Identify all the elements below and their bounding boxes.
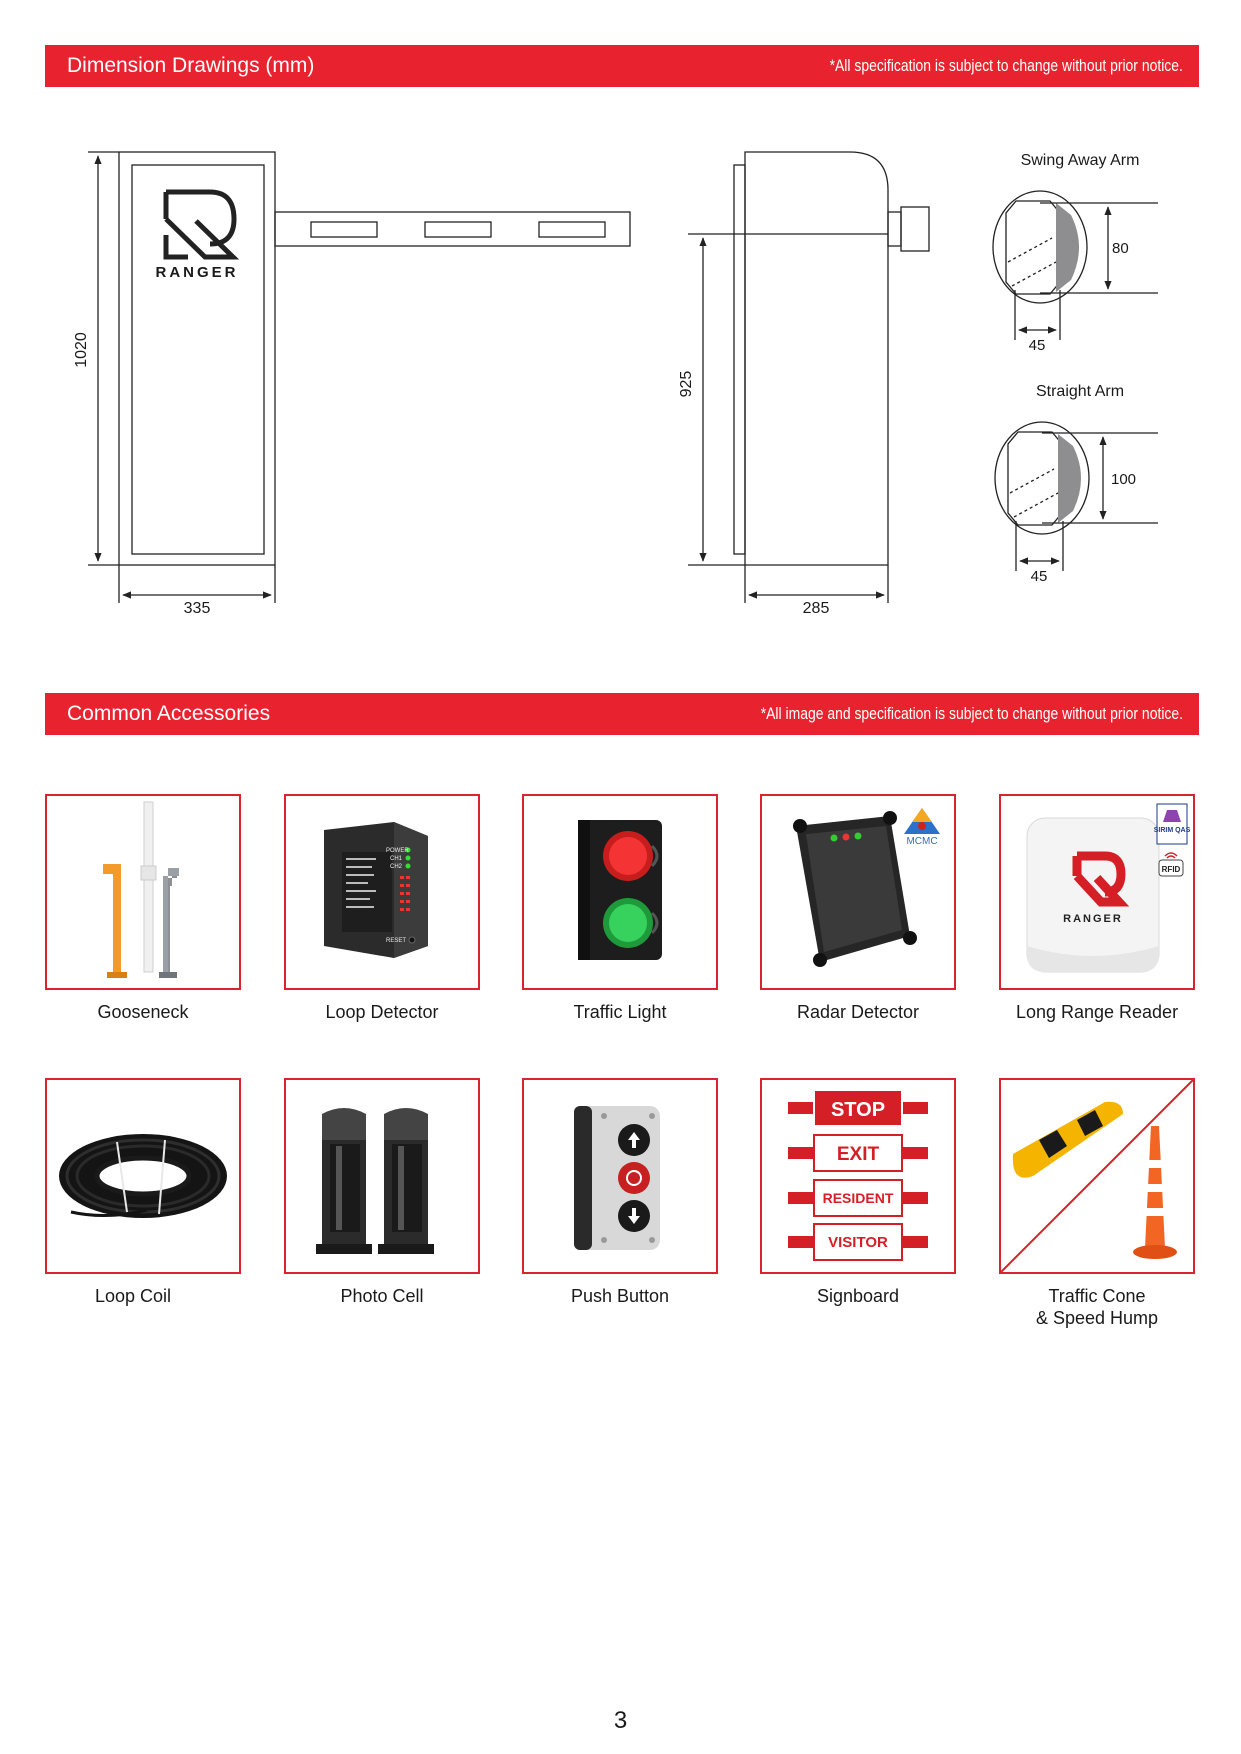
loop-coil-label: Loop Coil	[94, 1286, 172, 1306]
accessory-photo-cell	[284, 1078, 480, 1274]
signboard-illustration	[762, 1080, 954, 1272]
svg-text:SIRIM QAS: SIRIM QAS	[1153, 827, 1191, 834]
page-number: 3	[613, 1707, 628, 1734]
accessory-push-button	[522, 1078, 718, 1274]
swing-arm-width: 45	[1028, 337, 1046, 354]
radar-detector-illustration	[762, 796, 954, 988]
svg-text:EXIT: EXIT	[836, 1144, 880, 1165]
width-side-label: 285	[802, 600, 830, 617]
push-button-label: Push Button	[570, 1286, 670, 1306]
svg-text:STOP: STOP	[830, 1099, 886, 1121]
straight-arm-height: 100	[1111, 471, 1137, 488]
dimension-section-title: Dimension Drawings (mm)	[67, 54, 315, 77]
front-brand-text: RANGER	[155, 264, 239, 281]
dimension-section-note: *All specification is subject to change without prior notice.	[829, 56, 1183, 75]
accessory-loop-detector	[284, 794, 480, 990]
side-plate	[734, 165, 745, 554]
gooseneck-illustration	[47, 796, 239, 988]
traffic-cone-speed-hump-illustration	[1001, 1080, 1193, 1272]
width-front-label: 335	[183, 600, 211, 617]
ranger-logo-mark	[166, 192, 234, 257]
boom-arm	[275, 212, 630, 246]
straight-arm-section	[995, 422, 1158, 571]
long-range-reader-label: Long Range Reader	[1015, 1002, 1179, 1022]
reader-brand-text: RANGER	[1063, 913, 1123, 925]
svg-text:CH1: CH1	[390, 856, 403, 862]
accessory-signboard	[760, 1078, 956, 1274]
accessory-traffic-light	[522, 794, 718, 990]
accessory-traffic-cone-speed-hump	[999, 1078, 1195, 1274]
mcmc-logo-text: MCMC	[906, 836, 938, 847]
height-front-label: 1020	[73, 332, 90, 368]
svg-text:POWER: POWER	[386, 848, 409, 854]
swing-arm-section	[993, 191, 1158, 340]
svg-text:CH2: CH2	[390, 864, 403, 870]
traffic-cone-label-line2: & Speed Hump	[1035, 1308, 1159, 1328]
radar-detector-label: Radar Detector	[796, 1002, 920, 1022]
loop-detector-illustration	[286, 796, 478, 988]
accessory-gooseneck	[45, 794, 241, 990]
accessory-radar-detector	[760, 794, 956, 990]
loop-coil-illustration	[47, 1080, 239, 1272]
traffic-cone-label-line1: Traffic Cone	[1048, 1286, 1146, 1306]
accessories-section-title: Common Accessories	[67, 702, 271, 725]
accessories-section-header	[45, 693, 1199, 735]
arm-mount	[901, 207, 929, 251]
traffic-light-label: Traffic Light	[573, 1002, 667, 1022]
long-range-reader-illustration	[1001, 796, 1193, 988]
photo-cell-label: Photo Cell	[340, 1286, 424, 1306]
traffic-cone-speed-hump-label	[977, 1285, 1217, 1329]
svg-text:VISITOR: VISITOR	[828, 1234, 888, 1251]
height-side-label: 925	[678, 370, 695, 398]
dimension-drawings	[0, 0, 1241, 640]
front-cabinet-outline	[119, 152, 275, 565]
swing-arm-title: Swing Away Arm	[1020, 152, 1140, 169]
gooseneck-label: Gooseneck	[97, 1002, 189, 1022]
traffic-light-illustration	[524, 796, 716, 988]
svg-text:RFID: RFID	[1161, 865, 1181, 874]
side-cabinet-outline	[745, 152, 888, 565]
svg-text:RESIDENT: RESIDENT	[822, 1190, 894, 1206]
straight-arm-width: 45	[1030, 568, 1048, 585]
accessory-loop-coil	[45, 1078, 241, 1274]
accessory-long-range-reader	[999, 794, 1195, 990]
swing-arm-height: 80	[1112, 240, 1129, 257]
accessories-section-note: *All image and specification is subject to change without prior notice.	[760, 704, 1183, 723]
photo-cell-illustration	[286, 1080, 478, 1272]
loop-detector-label: Loop Detector	[325, 1002, 439, 1022]
push-button-illustration	[524, 1080, 716, 1272]
signboard-label: Signboard	[816, 1286, 900, 1306]
straight-arm-title: Straight Arm	[1035, 383, 1125, 400]
svg-text:RESET: RESET	[386, 938, 407, 944]
